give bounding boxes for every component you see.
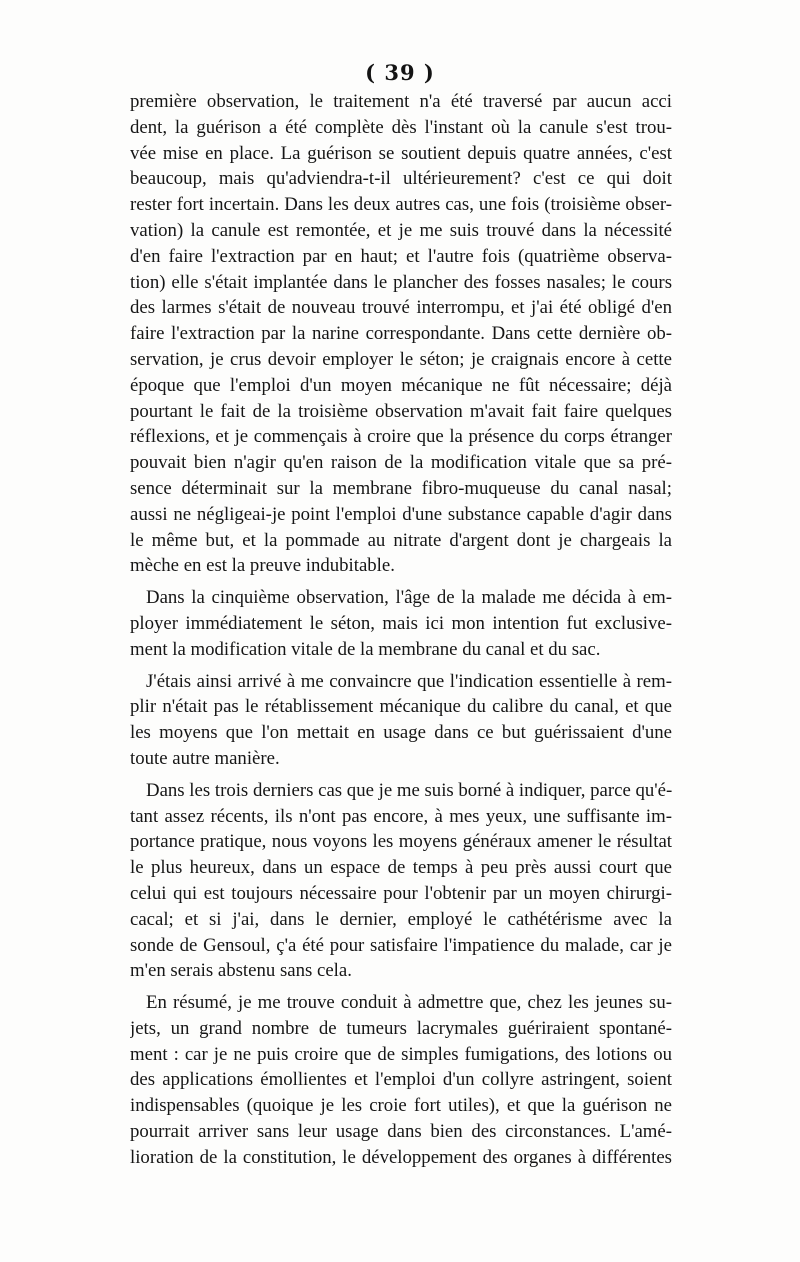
paragraph-5 [130, 990, 672, 1171]
text-line: celui qui est toujours nécessaire pour l'obtenir par un moyen chirurgi- [130, 882, 672, 904]
text-line: indispensables (quoique je les croie fort utiles), et que la guérison ne [130, 1095, 672, 1117]
text-line: portance pratique, nous voyons les moyens généraux amener le résultat [130, 831, 672, 853]
text-line: beaucoup, mais qu'adviendra-t-il ultérieurement? c'est ce qui doit [130, 168, 672, 190]
text-line: vée mise en place. La guérison se soutient depuis quatre années, c'est [130, 142, 672, 164]
text-line: sence déterminait sur la membrane fibro-muqueuse du canal nasal; [130, 477, 672, 499]
text-line: ployer immédiatement le séton, mais ici mon intention fut exclusive- [130, 612, 672, 634]
text-line: lioration de la constitution, le développement des organes à différentes [130, 1146, 672, 1168]
text-line: J'étais ainsi arrivé à me convaincre que l'indication essentielle à rem- [146, 670, 672, 692]
text-line: rester fort incertain. Dans les deux autres cas, une fois (troisième obser- [130, 194, 672, 216]
text-line: m'en serais abstenu sans cela. [130, 960, 352, 982]
text-line: le même but, et la pommade au nitrate d'argent dont je chargeais la [130, 529, 672, 551]
text-line: ment la modification vitale de la membrane du canal et du sac. [130, 638, 601, 660]
text-line: dent, la guérison a été complète dès l'instant où la canule s'est trou- [130, 116, 672, 138]
paragraph-2 [130, 585, 672, 662]
text-line: des applications émollientes et l'emploi d'un collyre astringent, soient [130, 1069, 672, 1091]
text-line: jets, un grand nombre de tumeurs lacrymales guériraient spontané- [130, 1017, 672, 1039]
text-line: des larmes s'était de nouveau trouvé interrompu, et j'ai été obligé d'en [130, 297, 672, 319]
text-line: Dans les trois derniers cas que je me suis borné à indiquer, parce qu'é- [146, 779, 672, 801]
text-line: pourtant le fait de la troisième observation m'avait fait faire quelques [130, 400, 672, 422]
text-line: première observation, le traitement n'a été traversé par aucun acci [130, 91, 672, 112]
text-line: toute autre manière. [130, 747, 280, 769]
text-line: faire l'extraction par la narine correspondante. Dans cette dernière ob- [130, 323, 672, 345]
text-line: pourrait arriver sans leur usage dans bien des circonstances. L'amé- [130, 1121, 672, 1143]
text-line: d'en faire l'extraction par en haut; et l'autre fois (quatrième observa- [130, 245, 672, 267]
text-line: époque que l'emploi d'un moyen mécanique ne fût nécessaire; déjà [130, 374, 672, 396]
page-number: ( 39 ) [365, 60, 435, 85]
text-line: sonde de Gensoul, ç'a été pour satisfaire l'impatience du malade, car je [130, 934, 672, 956]
paragraph-1 [130, 89, 672, 579]
text-line: ment : car je ne puis croire que de simples fumigations, des lotions ou [130, 1043, 672, 1065]
paragraph-4 [130, 778, 672, 984]
text-line: plir n'était pas le rétablissement mécanique du calibre du canal, et que [130, 696, 672, 718]
text-line: vation) la canule est remontée, et je me suis trouvé dans la nécessité [130, 219, 672, 241]
text-line: les moyens que l'on mettait en usage dans ce but guérissaient d'une [130, 722, 672, 744]
text-line: le plus heureux, dans un espace de temps à peu près aussi court que [130, 857, 672, 879]
paragraph-3 [130, 669, 672, 772]
text-line: réflexions, et je commençais à croire que la présence du corps étranger [130, 426, 672, 448]
text-line: tant assez récents, ils n'ont pas encore, à mes yeux, une suffisante im- [130, 805, 672, 827]
text-line: aussi ne négligeai-je point l'emploi d'une substance capable d'agir dans [130, 503, 672, 525]
text-line: pouvait bien n'agir qu'en raison de la modification vitale que sa pré- [130, 452, 672, 474]
text-line: Dans la cinquième observation, l'âge de la malade me décida à em- [146, 587, 672, 609]
text-line: mèche en est la preuve indubitable. [130, 555, 395, 577]
text-line: cacal; et si j'ai, dans le dernier, employé le cathétérisme avec la [130, 908, 672, 930]
body-text [130, 89, 672, 1171]
text-line: servation, je crus devoir employer le séton; je craignais encore à cette [130, 348, 672, 370]
text-line: tion) elle s'était implantée dans le plancher des fosses nasales; le cours [130, 271, 672, 293]
text-line: En résumé, je me trouve conduit à admettre que, chez les jeunes su- [146, 992, 672, 1014]
